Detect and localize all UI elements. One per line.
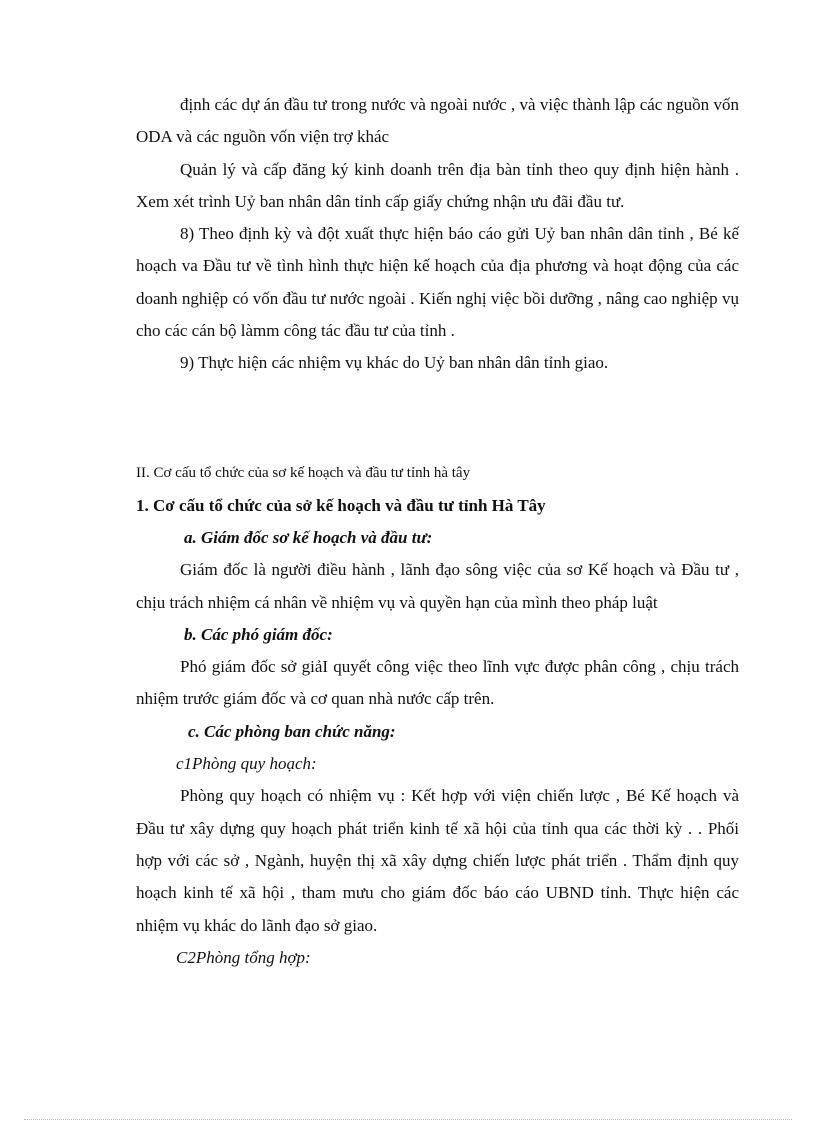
section-2-title: II. Cơ cấu tổ chức của sơ kế hoạch và đầu tư tỉnh hà tây xyxy=(136,465,471,481)
paragraph-oda: định các dự án đầu tư trong nước và ngoài nước , và việc thành lập các nguồn vốn ODA và các nguồn vốn viện trợ khác xyxy=(136,95,739,147)
subheading-b: b. Các phó giám đốc: xyxy=(184,624,333,644)
paragraph-item-8: 8) Theo định kỳ và đột xuất thực hiện báo cáo gửi Uỷ ban nhân dân tỉnh , Bé kế hoạch va Đầu tư về tình hình thực hiện kế hoạch của địa phương và hoạt động của các doanh nghiệp có vốn đầu tư nước ngoài . Kiến nghị việc bồi dưỡng , nâng cao nghiệp vụ cho các cán bộ làmm công tác đầu tư của tỉnh . xyxy=(136,224,739,341)
paragraph-a: Giám đốc là người điều hành , lãnh đạo sông việc của sơ Kế hoạch và Đầu tư , chịu trách nhiệm cá nhân về nhiệm vụ và quyền hạn của mình theo pháp luật xyxy=(136,560,739,612)
page-bottom-divider xyxy=(24,1119,792,1120)
paragraph-business-registration: Quản lý và cấp đăng ký kinh doanh trên địa bàn tỉnh theo quy định hiện hành . Xem xét trình Uỷ ban nhân dân tỉnh cấp giấy chứng nhận ưu đãi đầu tư. xyxy=(136,159,739,211)
paragraph-c1: Phòng quy hoạch có nhiệm vụ : Kết hợp với viện chiến lược , Bé Kế hoạch và Đầu tư xây dựng quy hoạch phát triển kinh tế xã hội của tỉnh qua các thời kỳ . . Phối hợp với các sở , Ngành, huyện thị xã xây dựng chiến lược phát triển . Thẩm định quy hoạch kinh tế xã hội , tham mưu cho giám đốc báo cáo UBND tỉnh. Thực hiện các nhiệm vụ khác do lãnh đạo sở giao. xyxy=(136,786,739,935)
text-block-top xyxy=(136,89,739,380)
paragraph-item-9: 9) Thực hiện các nhiệm vụ khác do Uỷ ban nhân dân tỉnh giao. xyxy=(180,353,609,373)
subheading-c: c. Các phòng ban chức năng: xyxy=(188,721,396,741)
label-c2: C2Phòng tổng hợp: xyxy=(176,947,311,967)
subheading-a: a. Giám đốc sơ kế hoạch và đầu tư: xyxy=(184,528,433,547)
heading-1: 1. Cơ cấu tổ chức của sở kế hoạch và đầu tư tỉnh Hà Tây xyxy=(136,496,546,515)
text-block-structure xyxy=(136,522,739,974)
label-c1: c1Phòng quy hoạch: xyxy=(176,754,317,774)
paragraph-b: Phó giám đốc sở giảI quyết công việc theo lĩnh vực được phân công , chịu trách nhiệm trước giám đốc và cơ quan nhà nước cấp trên. xyxy=(136,657,739,709)
